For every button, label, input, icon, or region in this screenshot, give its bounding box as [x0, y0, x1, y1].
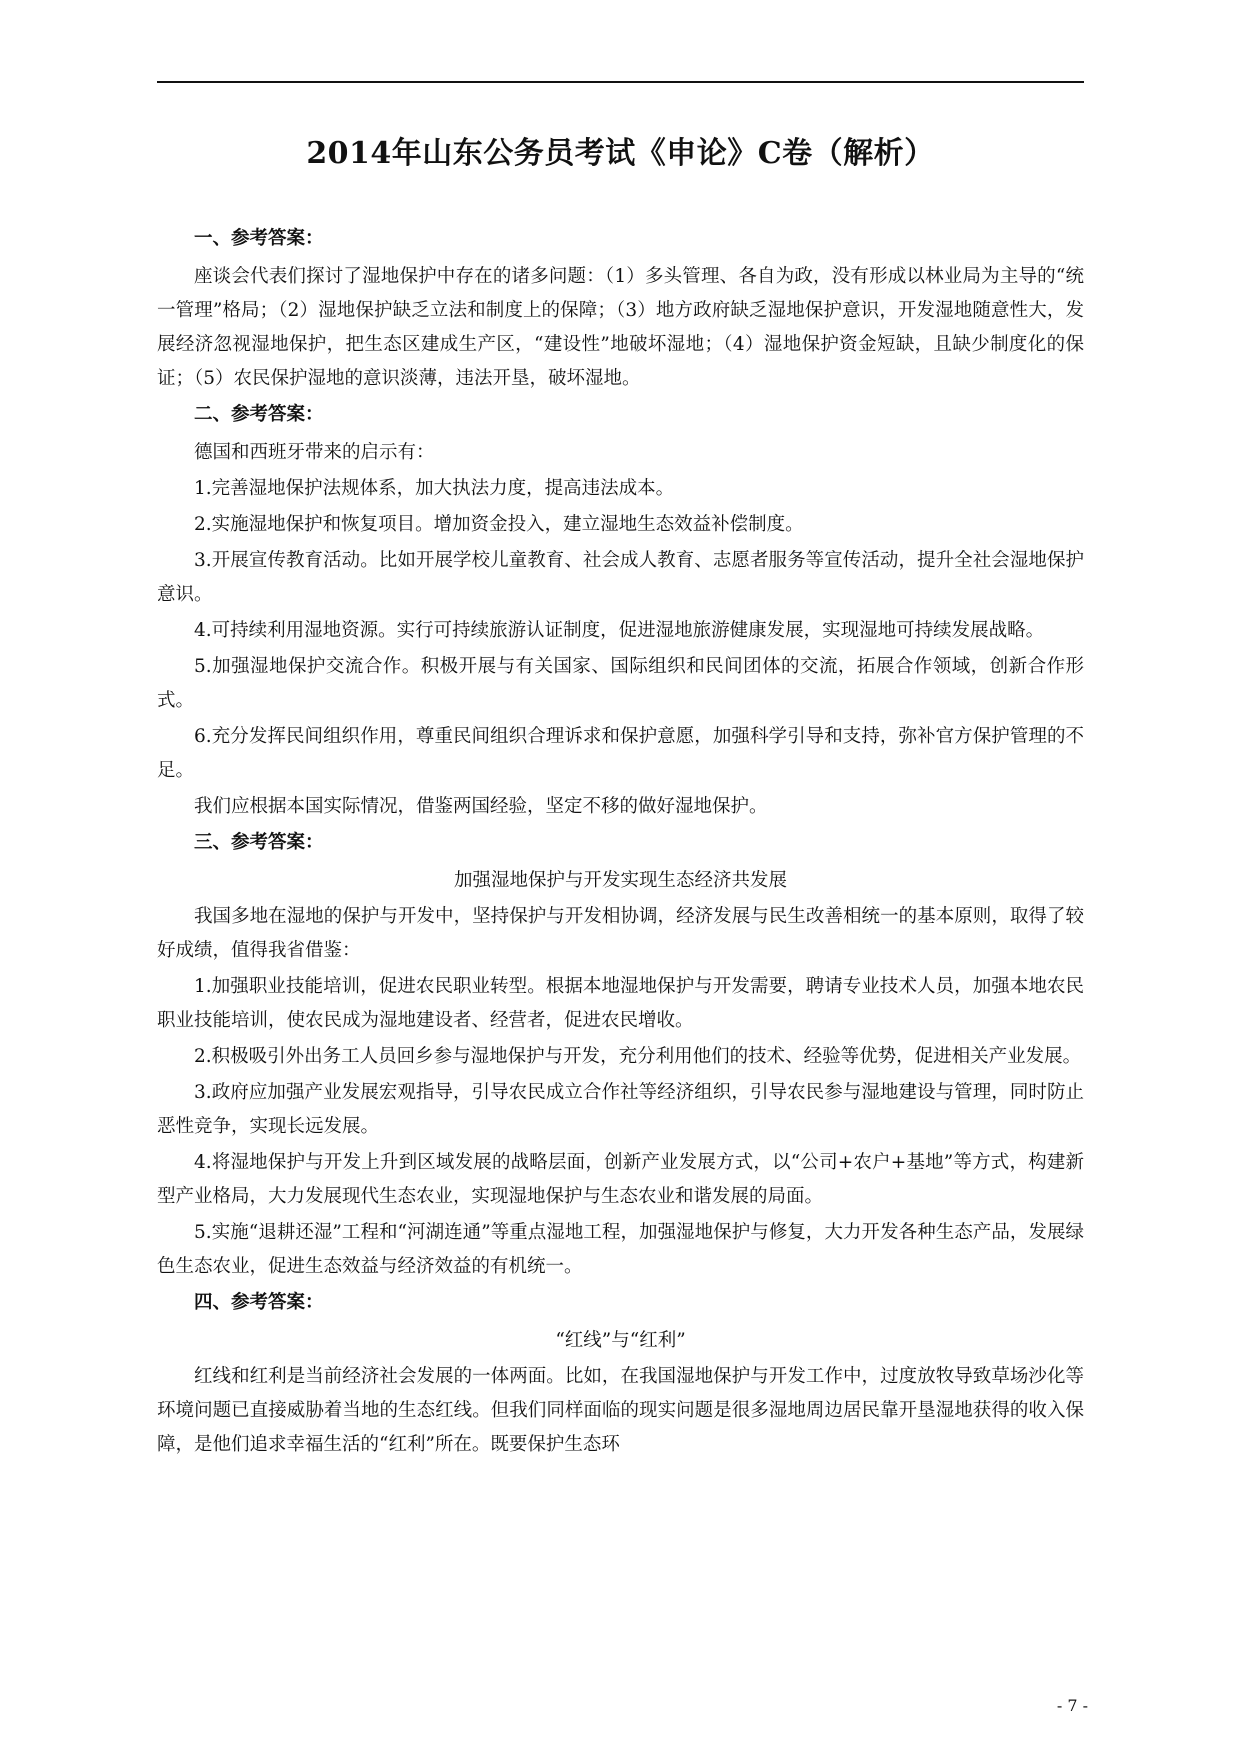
- section-2-paragraph: 我们应根据本国实际情况，借鉴两国经验，坚定不移的做好湿地保护。: [194, 796, 768, 817]
- section-4-paragraph: 红线和红利是当前经济社会发展的一体两面。比如，在我国湿地保护与开发工作中，过度放牧导致草场沙化等环境问题已直接威胁着当地的生态红线。但我们同样面临的现实问题是很多湿地周边居民靠开垦湿地获得的收入保障，是他们追求幸福生活的“红利”所在。既要保护生态环: [157, 1366, 1084, 1455]
- section-2-heading: 二、参考答案：: [194, 404, 324, 425]
- header-rule: [157, 81, 1084, 83]
- section-3-paragraph: 我国多地在湿地的保护与开发中，坚持保护与开发相协调，经济发展与民生改善相统一的基本原则，取得了较好成绩，值得我省借鉴：: [157, 906, 1084, 961]
- section-3-heading: 三、参考答案：: [194, 832, 324, 853]
- section-3-paragraph: 3.政府应加强产业发展宏观指导，引导农民成立合作社等经济组织，引导农民参与湿地建设与管理，同时防止恶性竞争，实现长远发展。: [157, 1082, 1084, 1137]
- section-2-paragraph: 3.开展宣传教育活动。比如开展学校儿童教育、社会成人教育、志愿者服务等宣传活动，提升全社会湿地保护意识。: [157, 550, 1084, 605]
- page-title: 2014年山东公务员考试《申论》C卷（解析）: [306, 136, 935, 171]
- section-4-heading: 四、参考答案：: [194, 1292, 324, 1313]
- section-2-paragraph: 4.可持续利用湿地资源。实行可持续旅游认证制度，促进湿地旅游健康发展，实现湿地可持续发展战略。: [194, 620, 1045, 641]
- section-2-paragraph: 6.充分发挥民间组织作用，尊重民间组织合理诉求和保护意愿，加强科学引导和支持，弥补官方保护管理的不足。: [157, 726, 1084, 781]
- section-3-paragraph: 5.实施“退耕还湿”工程和“河湖连通”等重点湿地工程，加强湿地保护与修复，大力开发各种生态产品，发展绿色生态农业，促进生态效益与经济效益的有机统一。: [157, 1222, 1084, 1277]
- section-2-paragraph: 1.完善湿地保护法规体系，加大执法力度，提高违法成本。: [194, 478, 675, 499]
- document-body: [157, 222, 1084, 1464]
- section-3-subtitle: 加强湿地保护与开发实现生态经济共发展: [453, 870, 787, 891]
- section-1-paragraph: 座谈会代表们探讨了湿地保护中存在的诸多问题：（1）多头管理、各自为政，没有形成以林业局为主导的“统一管理”格局；（2）湿地保护缺乏立法和制度上的保障；（3）地方政府缺乏湿地保护意识，开发湿地随意性大，发展经济忽视湿地保护，把生态区建成生产区，“建设性”地破坏湿地；（4）湿地保护资金短缺，且缺少制度化的保证；（5）农民保护湿地的意识淡薄，违法开垦，破坏湿地。: [157, 266, 1084, 389]
- page-number: - 7 -: [1056, 1696, 1088, 1715]
- section-2-paragraph: 德国和西班牙带来的启示有：: [194, 442, 435, 463]
- section-2-paragraph: 5.加强湿地保护交流合作。积极开展与有关国家、国际组织和民间团体的交流，拓展合作领域，创新合作形式。: [157, 656, 1084, 711]
- section-4-subtitle: “红线”与“红利”: [555, 1330, 686, 1351]
- section-3-paragraph: 1.加强职业技能培训，促进农民职业转型。根据本地湿地保护与开发需要，聘请专业技术人员，加强本地农民职业技能培训，使农民成为湿地建设者、经营者，促进农民增收。: [157, 976, 1084, 1031]
- section-3-paragraph: 4.将湿地保护与开发上升到区域发展的战略层面，创新产业发展方式，以“公司+农户+基地”等方式，构建新型产业格局，大力发展现代生态农业，实现湿地保护与生态农业和谐发展的局面。: [157, 1152, 1084, 1207]
- section-1-heading: 一、参考答案：: [194, 228, 324, 249]
- section-3-paragraph: 2.积极吸引外出务工人员回乡参与湿地保护与开发，充分利用他们的技术、经验等优势，促进相关产业发展。: [194, 1046, 1082, 1067]
- section-2-paragraph: 2.实施湿地保护和恢复项目。增加资金投入，建立湿地生态效益补偿制度。: [194, 514, 804, 535]
